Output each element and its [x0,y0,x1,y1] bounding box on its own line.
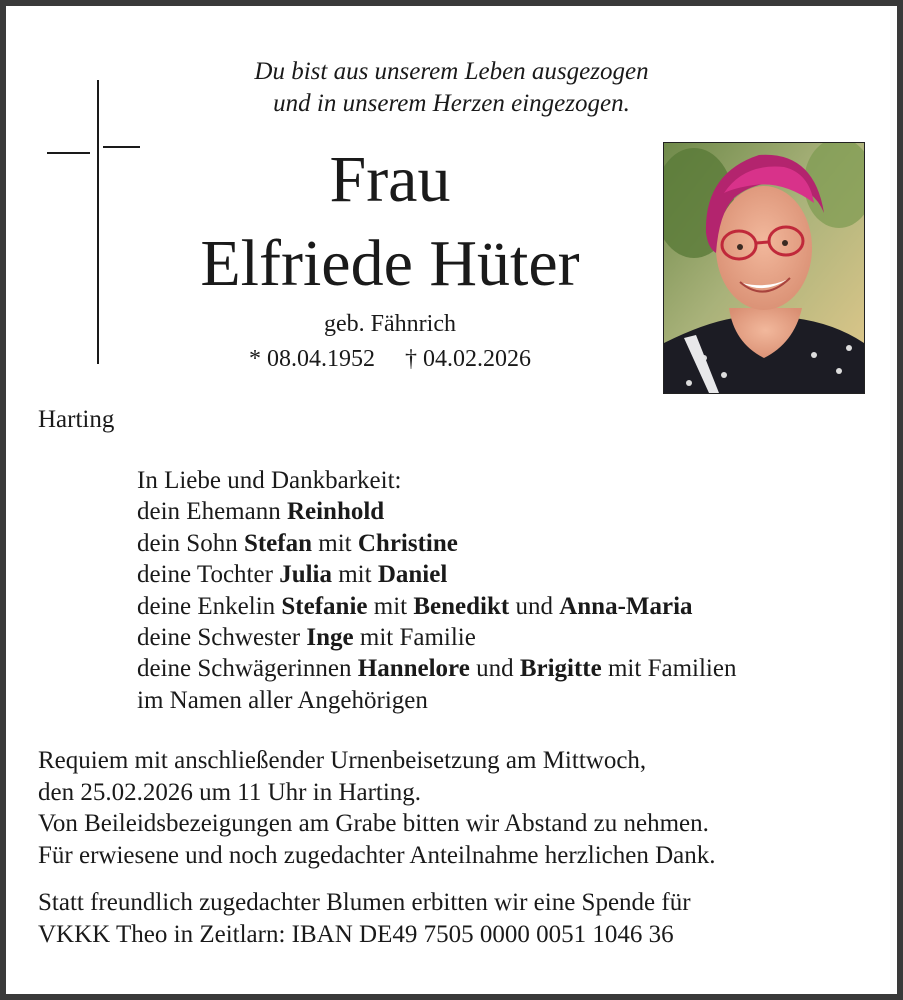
mourner-text: mit Familie [353,624,476,652]
service-line: Von Beileidsbezeigungen am Grabe bitten wir Abstand zu nehmen. [38,810,709,837]
life-dates [140,343,640,375]
service-line: Für erwiesene und noch zugedachter Anteilnahme herzlichen Dank. [38,841,716,869]
mourner-text: dein Ehemann [137,498,287,526]
mourner-name: Reinhold [286,498,385,526]
motto [0,56,903,120]
mourner-name: Anna-Maria [559,592,693,620]
mourner-text: mit [367,592,414,620]
mourner-text: deine Schwägerinnen [137,655,358,683]
mourner-text: deine Schwester [137,624,307,652]
honorific: Frau [329,143,451,216]
mourner-text: und [469,655,520,683]
mourner-text: mit [312,529,358,557]
mourner-text: dein Sohn [137,529,244,557]
service-line: Requiem mit anschließender Urnenbeisetzung am Mittwoch, [38,747,647,774]
mourner-line [137,496,736,527]
mourner-text: mit [331,561,378,589]
mourner-text: im Namen aller Angehörigen [137,686,428,714]
mourner-line [137,653,736,684]
motto-line-2: und in unserem Herzen eingezogen. [273,90,630,117]
mourner-line [137,559,736,590]
mourner-text: deine Enkelin [137,592,282,620]
mourner-name: Benedikt [413,592,510,620]
mourner-line [137,591,736,622]
birth-date: * 08.04.1952 [249,346,375,372]
donation-line: VKKK Theo in Zeitlarn: IBAN DE49 7505 0000 0051 1046 36 [38,920,674,948]
deceased-name: Elfriede Hüter [200,227,580,300]
mourner-line [137,528,736,559]
motto-line-1: Du bist aus unserem Leben ausgezogen [254,58,649,85]
mourner-name: Daniel [377,561,448,589]
death-date: † 04.02.2026 [405,346,531,372]
mourner-name: Stefan [243,529,313,557]
mourner-line [137,685,736,716]
place: Harting [38,406,115,433]
portrait-photo-image [664,143,864,393]
mourner-text: mit Familien [601,655,737,683]
mourner-line [137,622,736,653]
donation-line: Statt freundlich zugedachter Blumen erbitten wir eine Spende für [38,889,691,916]
mourner-name: Hannelore [357,655,470,683]
mourner-name: Stefanie [281,592,368,620]
cross-arm-left [47,152,90,154]
service-paragraph [38,745,716,871]
mourner-name: Julia [279,561,332,589]
portrait-photo [663,142,865,394]
cross-arm-right [103,146,140,148]
mourner-text: deine Tochter [137,561,280,589]
cross-symbol [97,80,99,364]
mourners-list [137,465,736,716]
mourner-name: Inge [306,624,354,652]
mourners-intro: In Liebe und Dankbarkeit: [137,467,402,494]
service-line: den 25.02.2026 um 11 Uhr in Harting. [38,778,422,806]
birth-name: geb. Fähnrich [324,311,456,337]
donation-paragraph [38,887,691,950]
mourner-text: und [509,592,560,620]
mourner-name: Brigitte [519,655,602,683]
mourner-name: Christine [357,529,458,557]
